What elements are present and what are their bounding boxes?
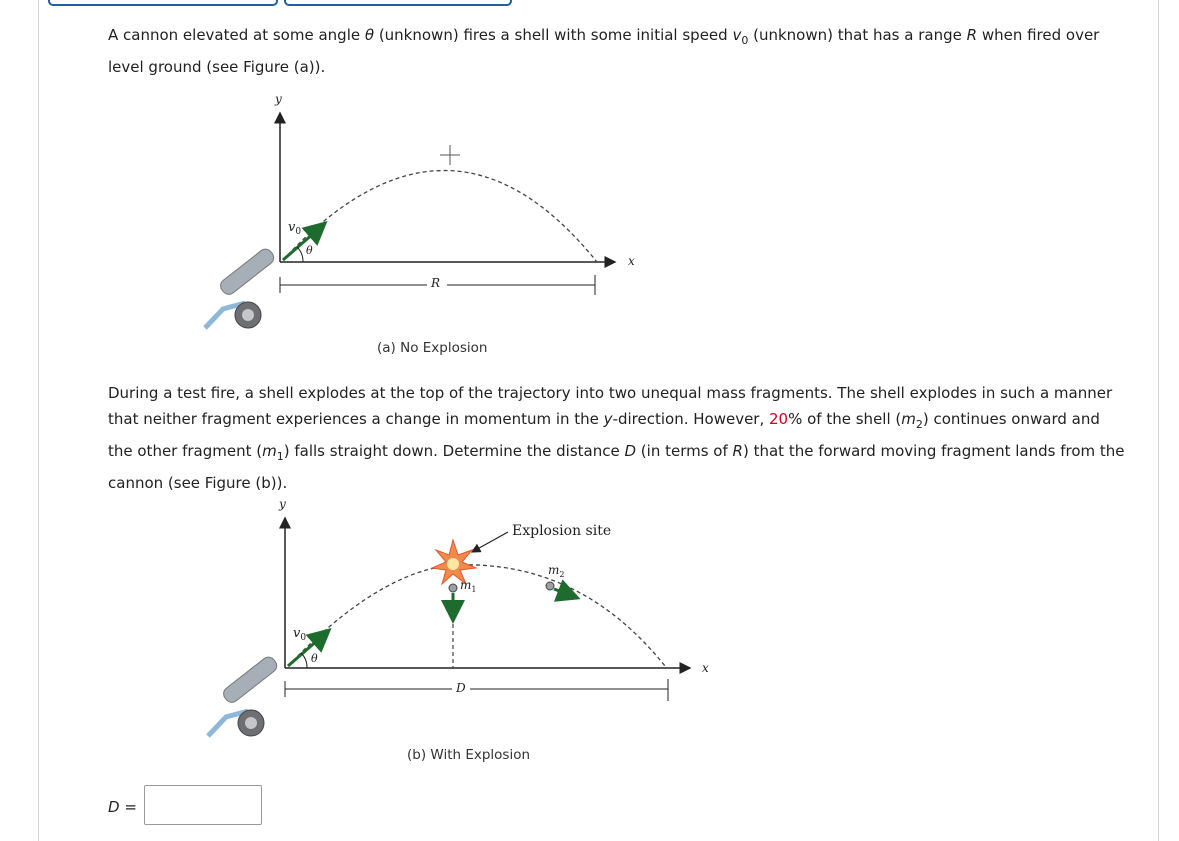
explosion-site-label: Explosion site	[512, 523, 612, 539]
figure-a-no-explosion	[195, 85, 655, 335]
fig-a-x-label: x	[628, 254, 635, 268]
problem-intro: A cannon elevated at some angle θ (unknown) fires a shell with some initial speed $v_0$ (unknown) that has a range R when fired over level ground (see Figure (a)).	[108, 26, 1100, 76]
cannon-icon	[208, 654, 279, 736]
trajectory-path	[283, 170, 597, 262]
cannon-icon	[205, 246, 276, 328]
figure-a-caption: (a) No Explosion	[377, 340, 488, 356]
fig-b-y-label: y	[279, 497, 286, 511]
fig-a-v0-label: $v_0$	[288, 220, 302, 237]
answer-label: D =	[108, 798, 137, 816]
fig-b-v0-label: $v_0$	[293, 626, 307, 643]
top-tab-button-2[interactable]	[284, 0, 512, 6]
answer-input[interactable]	[144, 785, 262, 825]
fragment-m2-arrow	[554, 589, 575, 597]
trajectory-path	[455, 565, 665, 666]
content-border-right	[1158, 0, 1159, 841]
fig-b-x-label: x	[702, 661, 709, 675]
fig-a-range-label: R	[431, 276, 441, 290]
fig-a-y-label: y	[275, 92, 282, 106]
figure-b-caption: (b) With Explosion	[407, 747, 531, 763]
fig-b-theta-label: θ	[311, 652, 318, 665]
fig-b-m2-label: $m_2$	[548, 563, 565, 579]
problem-body: During a test fire, a shell explodes at the top of the trajectory into two unequal mass fragments. The shell explodes in such a manner that neither fragment experiences a change in momentum in the y-direction. However, 20% of the shell $(m_2)$ continues onward and the other fragment $(m_1)$ falls straight down. Determine the distance D (in terms of R) that the forward moving fragment lands from the cannon (see Figure (b)).	[108, 384, 1125, 492]
fig-b-distance-label: D	[456, 681, 466, 695]
content-border-left	[38, 0, 39, 841]
top-tab-button-1[interactable]	[48, 0, 278, 6]
fig-a-theta-label: θ	[306, 244, 313, 257]
figure-b-with-explosion	[200, 500, 720, 745]
fig-b-m1-label: $m_1$	[460, 578, 477, 594]
